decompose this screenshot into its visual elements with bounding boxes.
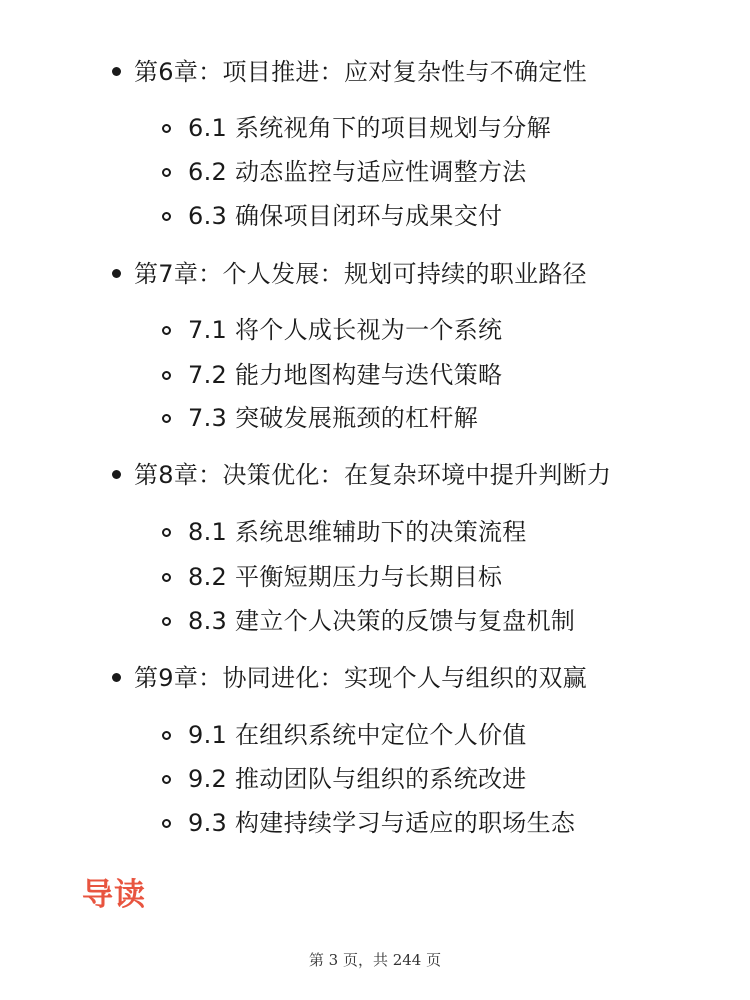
hollow-bullet-icon bbox=[162, 326, 171, 335]
toc-section[interactable] bbox=[0, 355, 750, 395]
hollow-bullet-icon bbox=[162, 124, 171, 133]
hollow-bullet-icon bbox=[162, 775, 171, 784]
toc-chapter[interactable] bbox=[0, 52, 750, 92]
hollow-bullet-icon bbox=[162, 819, 171, 828]
toc-section[interactable] bbox=[0, 803, 750, 843]
section-title: 9.3 构建持续学习与适应的职场生态 bbox=[188, 809, 576, 837]
toc-chapter[interactable] bbox=[0, 658, 750, 698]
page-number-footer: 第 3 页，共 244 页 bbox=[308, 951, 442, 969]
chapter-title: 第7章：个人发展：规划可持续的职业路径 bbox=[134, 260, 587, 288]
hollow-bullet-icon bbox=[162, 573, 171, 582]
section-title: 7.1 将个人成长视为一个系统 bbox=[188, 316, 503, 344]
toc-chapter[interactable] bbox=[0, 254, 750, 294]
section-title: 8.1 系统思维辅助下的决策流程 bbox=[188, 518, 527, 546]
hollow-bullet-icon bbox=[162, 414, 171, 423]
toc-chapter[interactable] bbox=[0, 455, 750, 495]
toc-section[interactable] bbox=[0, 108, 750, 148]
hollow-bullet-icon bbox=[162, 528, 171, 537]
hollow-bullet-icon bbox=[162, 617, 171, 626]
chapter-title: 第6章：项目推进：应对复杂性与不确定性 bbox=[134, 58, 587, 86]
filled-bullet-icon bbox=[112, 67, 121, 76]
hollow-bullet-icon bbox=[162, 371, 171, 380]
filled-bullet-icon bbox=[112, 673, 121, 682]
hollow-bullet-icon bbox=[162, 731, 171, 740]
toc-section[interactable] bbox=[0, 557, 750, 597]
toc-section[interactable] bbox=[0, 512, 750, 552]
section-title: 6.3 确保项目闭环与成果交付 bbox=[188, 202, 503, 230]
chapter-title: 第9章：协同进化：实现个人与组织的双赢 bbox=[134, 664, 587, 692]
toc-section[interactable] bbox=[0, 310, 750, 350]
section-title: 9.2 推动团队与组织的系统改进 bbox=[188, 765, 527, 793]
section-title: 7.2 能力地图构建与迭代策略 bbox=[188, 361, 503, 389]
toc-section[interactable] bbox=[0, 601, 750, 641]
section-heading: 导读 bbox=[82, 877, 146, 913]
section-title: 6.2 动态监控与适应性调整方法 bbox=[188, 158, 527, 186]
hollow-bullet-icon bbox=[162, 168, 171, 177]
section-title: 8.3 建立个人决策的反馈与复盘机制 bbox=[188, 607, 576, 635]
toc-section[interactable] bbox=[0, 715, 750, 755]
section-title: 9.1 在组织系统中定位个人价值 bbox=[188, 721, 527, 749]
toc-section[interactable] bbox=[0, 152, 750, 192]
section-title: 6.1 系统视角下的项目规划与分解 bbox=[188, 114, 551, 142]
filled-bullet-icon bbox=[112, 470, 121, 479]
section-title: 8.2 平衡短期压力与长期目标 bbox=[188, 563, 503, 591]
toc-section[interactable] bbox=[0, 398, 750, 438]
hollow-bullet-icon bbox=[162, 212, 171, 221]
toc-section[interactable] bbox=[0, 196, 750, 236]
toc-section[interactable] bbox=[0, 759, 750, 799]
filled-bullet-icon bbox=[112, 269, 121, 278]
chapter-title: 第8章：决策优化：在复杂环境中提升判断力 bbox=[134, 461, 612, 489]
section-title: 7.3 突破发展瓶颈的杠杆解 bbox=[188, 404, 478, 432]
